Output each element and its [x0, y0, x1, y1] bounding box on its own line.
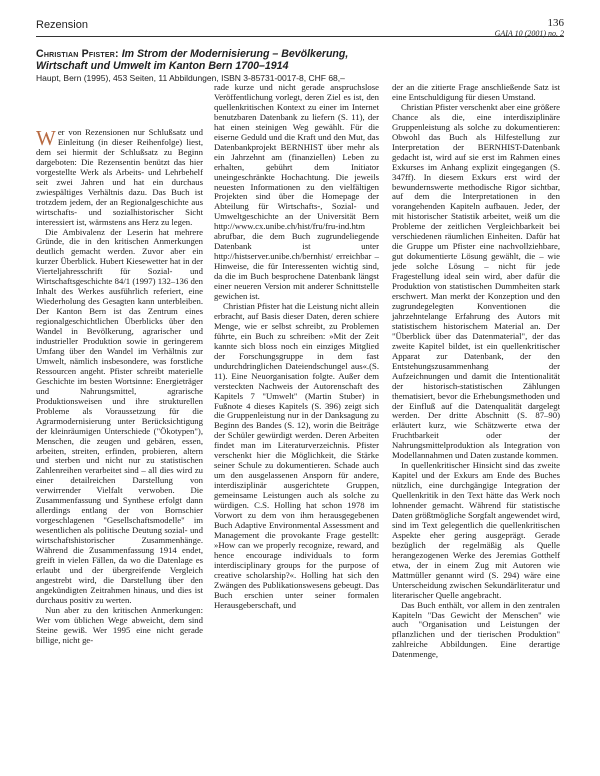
page-number: 136 [547, 17, 564, 29]
text-column-1 [36, 128, 203, 646]
paragraph: Christian Pfister verschenkt aber eine größere Chance als die, eine interdisziplinäre Gruppenleistung als solche zu dokumentieren: Obwohl das Buch als Hilfestellung zur Interpretation der BERNHIST-Datenbank gedacht ist, wird auf sie erst im Rahmen eines Exkurses im Anhang explizit eingegangen (S. 347ff). In diesem Exkurs erst wird der bewundernswerte methodische Rigor sichtbar, auf dem die Interpretationen in den vorangehenden Kapiteln aufbauen. Jeder, der mit historischer Statistik arbeitet, weiß um die Probleme der zeitlichen Vergleichbarkeit bei verschiedenen räumlichen Einheiten. Dafür hat die Gruppe um Pfister eine nachvollziehbare, gut dokumentierte Lösung gewählt, die – wie jede solche Lösung – nicht für jede Fragestellung ideal sein wird, aber dafür die Produktion von statistischen Dummheiten stark erschwert. Man merkt der Konzeption und den zugrundegelegten Konventionen die jahrzehntelange Erfahrung des Autors mit statistischem historischem Material an. Der "Überblick über das Datenmaterial", der das zweite Kapitel bildet, ist ein quellenkritischer Apparat zur Datenbank, der den Entstehungszusammenhang der Aufzeichnungen und damit die Intentionalität der historisch-statistischen Zählungen thematisiert, bevor die Erhebungsmethoden und der Einfluß auf die Datenqualität dargelegt werden. Der dritte Abschnitt (S. 87–90) erläutert kurz, wie Schätzwerte etwa der Fruchtbarkeit oder der Nahrungsmittelproduktion als Integration von Modellannahmen und Daten zustande kommen. [392, 101, 560, 461]
book-details: Haupt, Bern (1995), 453 Seiten, 11 Abbildungen, ISBN 3-85731-0017-8, CHF 68,– [36, 73, 345, 83]
paragraph: In quellenkritischer Hinsicht sind das zweite Kapitel und der Exkurs am Ende des Buches nützlich, eine durchgängige Integration der Quellenkritik in den Text hätte das Werk noch lohnender gemacht. Während für statistische Daten größtmögliche Sorgfalt angewendet wird, sind im Text gelegentlich die quellenkritischen Aspekte eher gering ausgeprägt. Gerade bezüglich der regelmäßig als Quelle herangezogenen Werke des Jeremias Gotthelf etwa, der in einem Zug mit Autoren wie Mattmüller genannt wird (S. 294) wäre eine Unterscheidung zwischen Sekundärliteratur und literarischer Quelle angebracht. [392, 460, 560, 600]
section-label: Rezension [36, 19, 88, 31]
header-rule [36, 36, 564, 37]
paragraph: Das Buch enthält, vor allem in den zentralen Kapiteln "Das Gewicht der Menschen" wie auch "Organisation und Leistungen der pflanzlichen und der tierischen Produktion" zahlreiche Abbildungen. Eine derartige Datenmenge, [392, 599, 560, 660]
journal-citation: GAIA 10 (2001) no. 2 [494, 29, 564, 38]
book-reference [36, 48, 366, 84]
drop-cap: W [36, 126, 56, 150]
paragraph [36, 128, 203, 228]
paragraph-text: er von Rezensionen nur Schlußsatz und Einleitung (in dieser Reihenfolge) liest, dem sei hiermit der Schlußsatz zu Beginn dargeboten: Die Rezensentin benützt das hier vorgestellte Werk als Arbeits- und Lehrbehelf seit zwei Jahren und hat ein durchaus zwiespältiges Verhältnis dazu. Das Buch ist trotzdem jedem, der an Regionalgeschichte aus wirtschafts- und sozialhistorischer Sicht interessiert ist, wärmstens ans Herz zu legen. [36, 127, 203, 227]
paragraph: der an die zitierte Frage anschließende Satz ist eine Entschuldigung für diesen Umstand. [392, 82, 560, 102]
paragraph: Nun aber zu den kritischen Anmerkungen: Wer vom üblichen Wege abweicht, dem sind Steine gewiß. Wer 1995 eine nicht gerade billige, nicht ge- [36, 604, 203, 645]
text-column-2 [214, 83, 379, 611]
book-author: Christian Pfister: [36, 48, 119, 60]
book-title: Im Strom der Modernisierung – Bevölkerung, Wirtschaft und Umwelt im Kanton Bern 1700–1914 [36, 48, 349, 72]
text-column-3 [392, 83, 560, 660]
book-title-line [36, 48, 366, 72]
paragraph: rade kurze und nicht gerade anspruchslose Veröffentlichung vorlegt, deren Ziel es ist, den quellenkritischen Kontext zu einer im Internet benutzbaren Datenbank zu liefern (S. 11), der hat einen steinigen Weg gewählt. Für die eiserne Geduld und die Kraft und den Mut, das Datenbankprojekt BERNHIST über mehr als ein Jahrzehnt am (finanziellen) Leben zu erhalten, gebührt dem Initiator uneingeschränkte Hochachtung. Die jeweils neuesten Informationen zu den vielfältigen Projekten sind über die Homepage der Abteilung für Wirtschafts-, Sozial- und Umweltgeschichte an der Universität Bern http://www.cx.unibe.ch/hist/fru/fru-ind.htm abrufbar, die dem Buch zugrundeliegende Datenbank ist unter http://histserver.unibe.ch/bernhist/ erreichbar – Hinweise, die für Interessenten wichtig sind, da die im Buch besprochene Datenbank längst einer neueren Version mit anderer Schnittstelle gewichen ist. [214, 82, 379, 302]
paragraph: Christian Pfister hat die Leistung nicht allein erbracht, auf Basis dieser Daten, deren schiere Menge, wie er selbst schreibt, zu Problemen führte, ein Buch zu schreiben: »Mit der Zeit kannte sich bloss noch ein einziges Mitglied der Forschungsgruppe in dem fast undurchdringlichen Dateiendschungel aus«.(S. 11). Eine Neuorganisation folgte. Außer dem versteckten Nachweis der Autorenschaft des Kapitels 7 "Umwelt" (Martin Stuber) in Fußnote 4 dieses Kapitels (S. 396) zeigt sich die Gruppenleistung nur in der Danksagung zu Beginn des Bandes (S. 12), worin die Beiträge der Schüler gewürdigt werden. Deren Arbeiten findet man im Literaturverzeichnis. Pfister verschenkt hier die Möglichkeit, die Stärke seiner Schule zu dokumentieren. Schade auch um den ausgelassenen Ansporn für andere, interdisziplinär ausgerichtete Gruppen, gemeinsame Leistungen auch als solche zu würdigen. C.S. Holling hat schon 1978 im Vorwort zu dem von ihm herausgegebenen Buch Adaptive Environmental Assessment and Management die provokante Frage gestellt: »How can we properly recognize, reward, and hence encourage individuals to form interdisciplinary groups for the purpose of creative scholarship?«. Holling hat sich den Zwängen des Publikationswesens gebeugt. Das Buch erschien unter seiner formalen Herausgeberschaft, und [214, 300, 379, 610]
paragraph: Die Ambivalenz der Leserin hat mehrere Gründe, die in den kritischen Anmerkungen deutlich gemacht werden. Zuvor aber ein kurzer Überblick. Hubert Kiesewetter hat in der Vierteljahresschrift für Sozial- und Wirtschaftsgeschichte 84/1 (1997) 132–136 den Inhalt des Werkes ausführlich referiert, eine Wiederholung des Gesagten kann unterbleiben. Der Kanton Bern ist das Zentrum eines regionalgeschichtlichen Überblicks über den Wandel in Bevölkerung, agrarischer und industrieller Produktion sowie in geringerem Umfang über den Wandel im Verhältnis zur Umwelt, nämlich insbesondere, was forstliche Ressourcen angeht. Pfister schreibt materielle Geschichte im besten Wortsinne: Energieträger und Nahrungsmittel, agrarische Produktionsweisen und ihre strukturellen Probleme als Voraussetzung für die Agrarmodernisierung unter Berücksichtigung der kleinräumigen Unterschiede ("Ökotypen"), Menschen, die zeugen und gebären, essen, arbeiten, streiten, erfinden, probieren, altern und sterben und nicht nur zu statistischen Zahlenreihen verarbeitet sind – all dies wird zu einer detailreichen Darstellung von verwirrender Vielfalt verwoben. Die Zusammenfassung und Synthese erfolgt dann allerdings entlang der von Bornschier vorgeschlagenen "Gesellschaftsmodelle" im wesentlichen als politische Deutung sozial- und wirtschaftshistorischer Zusammenhänge. Während die Zusammenfassung 1914 endet, greift in vielen Fällen, da wo die Datenlage es erlaubt und der übergreifende Vergleich angestrebt wird, die Darstellung über den angekündigten Zeitrahmen hinaus, und dies ist durchaus positiv zu werten. [36, 226, 203, 605]
